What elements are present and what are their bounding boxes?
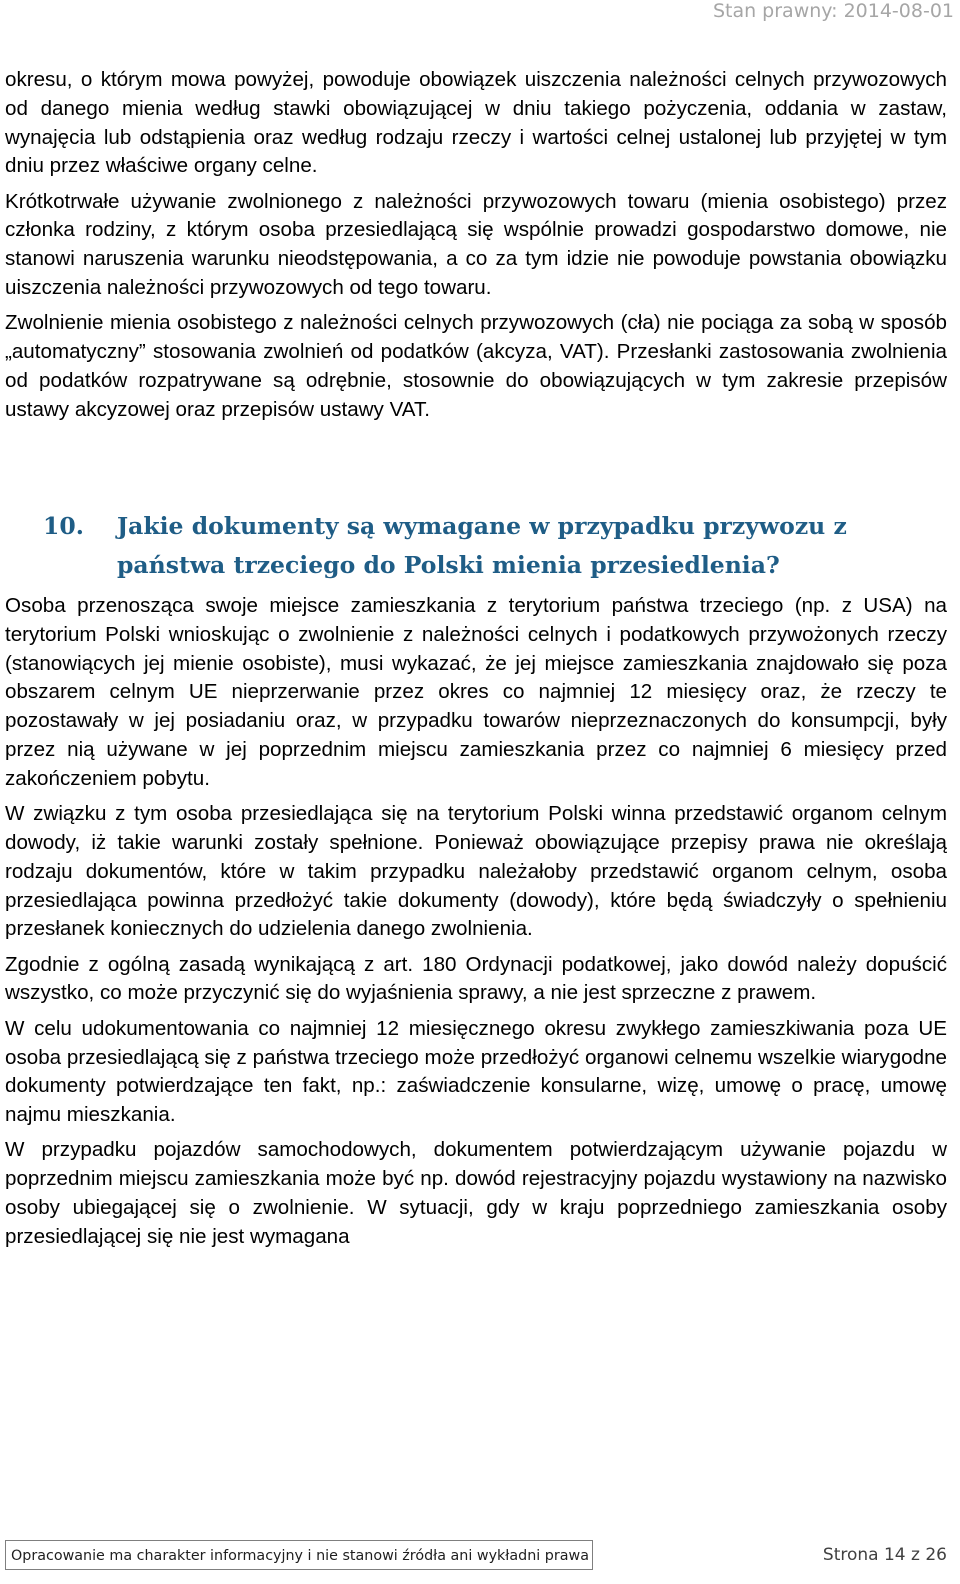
section-title: Jakie dokumenty są wymagane w przypadku przywozu z państwa trzeciego do Polski mienia przesiedlenia? <box>117 512 847 580</box>
section-number: 10. <box>43 512 84 541</box>
paragraph: W związku z tym osoba przesiedlająca się na terytorium Polski winna przedstawić organom celnym dowody, iż takie warunki zostały spełnione. Ponieważ obowiązujące przepisy prawa nie określają rodzaju dokumentów, które w takim przypadku należałoby przedstawić organom celnym, osoba przesiedlająca powinna przedłożyć takie dokumenty (dowody), które będą świadczyły o spełnieniu przesłanek koniecznych do udzielenia danego zwolnienia. <box>5 802 947 941</box>
page-footer <box>5 1540 947 1570</box>
document-body <box>5 66 947 1258</box>
paragraph: Zwolnienie mienia osobistego z należności celnych przywozowych (cła) nie pociąga za sobą w sposób „automatyczny” stosowania zwolnień od podatków (akcyza, VAT). Przesłanki zastosowania zwolnienia od podatków rozpatrywane są odrębnie, stosownie do obowiązujących w tym zakresie przepisów ustawy akcyzowej oraz przepisów ustawy VAT. <box>5 311 947 421</box>
paragraph: Zgodnie z ogólną zasadą wynikającą z art. 180 Ordynacji podatkowej, jako dowód należy dopuścić wszystko, co może przyczynić się do wyjaśnienia sprawy, a nie jest sprzeczne z prawem. <box>5 952 947 1005</box>
section-spacer <box>5 431 947 507</box>
paragraph: W przypadku pojazdów samochodowych, dokumentem potwierdzającym używanie pojazdu w poprzednim miejscu zamieszkania może być np. dowód rejestracyjny pojazdu wystawiony na nazwisko osoby ubiegającej się o zwolnienie. W sytuacji, gdy w kraju poprzedniego zamieszkania osoby przesiedlającej się nie jest wymagana <box>5 1138 947 1248</box>
document-status-header: Stan prawny: 2014-08-01 <box>712 0 954 22</box>
paragraph: okresu, o którym mowa powyżej, powoduje obowiązek uiszczenia należności celnych przywozowych od danego mienia według stawki obowiązującej w dniu takiego pożyczenia, oddania w zastaw, wynajęcia lub odstąpienia oraz według rodzaju rzeczy i wartości celnej ustalonej lub przyjętej w tym dniu przez właściwe organy celne. <box>5 68 947 178</box>
paragraph: Osoba przenosząca swoje miejsce zamieszkania z terytorium państwa trzeciego (np. z USA) na terytorium Polski wnioskując o zwolnienie z należności celnych i podatkowych przywożonych rzeczy (stanowiących jej mienie osobiste), musi wykazać, że jej miejsce zamieszkania znajdowało się poza obszarem celnym UE nieprzerwanie przez okres co najmniej 12 miesięcy oraz, że rzeczy te pozostawały w jej posiadaniu oraz, w przypadku towarów nieprzeznaczonych do konsumpcji, były przez nią używane w jej poprzednim miejscu zamieszkania przez co najmniej 6 miesięcy przed zakończeniem pobytu. <box>5 594 947 790</box>
section-heading <box>5 507 947 585</box>
page-number: Strona 14 z 26 <box>822 1545 947 1565</box>
paragraph: W celu udokumentowania co najmniej 12 miesięcznego okresu zwykłego zamieszkiwania poza UE osoba przesiedlającą się z państwa trzeciego może przedłożyć organowi celnemu wszelkie wiarygodne dokumenty potwierdzające ten fakt, np.: zaświadczenie konsularne, wizę, umowę o pracę, umowę najmu mieszkania. <box>5 1016 947 1127</box>
paragraph: Krótkotrwałe używanie zwolnionego z należności przywozowych towaru (mienia osobistego) przez członka rodziny, z którym osoba przesiedlającą się wspólnie prowadzi gospodarstwo domowe, nie stanowi naruszenia warunku nieodstępowania, a co za tym idzie nie powoduje powstania obowiązku uiszczenia należności przywozowych od tego towaru. <box>5 189 947 300</box>
footer-disclaimer: Opracowanie ma charakter informacyjny i nie stanowi źródła ani wykładni prawa <box>5 1540 593 1570</box>
